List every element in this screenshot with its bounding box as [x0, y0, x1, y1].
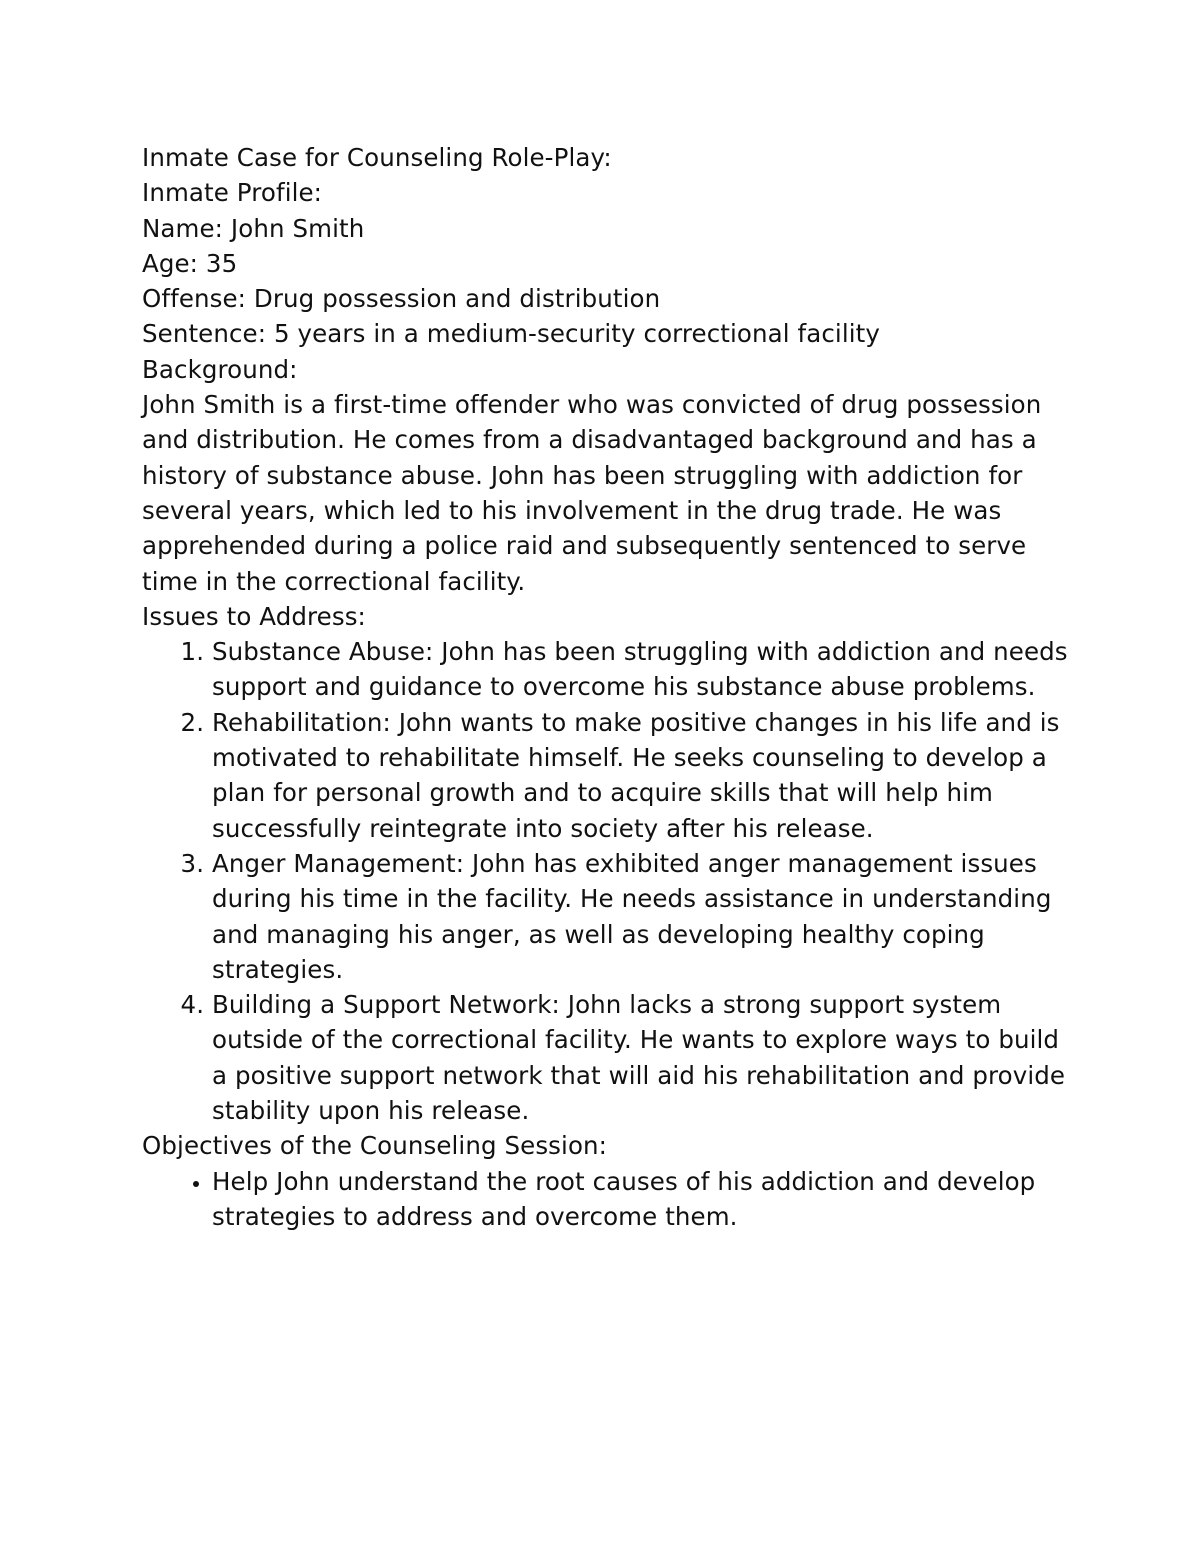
issue-item: 2. Rehabilitation: John wants to make positive changes in his life and is motivated to rehabilitate himself. He seeks counseling to develop a plan for personal growth and to acquire skills that will help him successfully reintegrate into society after his release.: [212, 705, 1072, 846]
issue-item: 1. Substance Abuse: John has been struggling with addiction and needs support and guidance to overcome his substance abuse problems.: [212, 634, 1072, 705]
document-page: [142, 140, 1082, 1234]
issue-item: 4. Building a Support Network: John lacks a strong support system outside of the correctional facility. He wants to explore ways to build a positive support network that will aid his rehabilitation and provide stability upon his release.: [212, 987, 1072, 1128]
profile-sentence: Sentence: 5 years in a medium-security correctional facility: [142, 319, 880, 349]
document-title: Inmate Case for Counseling Role-Play:: [142, 143, 612, 172]
background-text: John Smith is a first-time offender who was convicted of drug possession and distribution. He comes from a disadvantaged background and has a history of substance abuse. John has been struggling with addiction for several years, which led to his involvement in the drug trade. He was apprehended during a police raid and subsequently sentenced to serve time in the correctional facility.: [142, 390, 1042, 596]
issues-list: [142, 634, 1082, 1128]
profile-age: Age: 35: [142, 248, 238, 278]
objectives-heading: Objectives of the Counseling Session:: [142, 1131, 608, 1161]
objectives-list: [142, 1164, 1082, 1235]
profile-name: Name: John Smith: [142, 213, 365, 243]
profile-offense: Offense: Drug possession and distribution: [142, 284, 661, 314]
profile-heading: Inmate Profile:: [142, 178, 323, 208]
issue-item: 3. Anger Management: John has exhibited anger management issues during his time in the facility. He needs assistance in understanding and managing his anger, as well as developing healthy coping strategies.: [212, 846, 1072, 987]
issues-heading: Issues to Address:: [142, 601, 366, 631]
background-heading: Background:: [142, 354, 298, 384]
objective-item: • Help John understand the root causes of his addiction and develop strategies to address and overcome them.: [212, 1164, 1072, 1235]
